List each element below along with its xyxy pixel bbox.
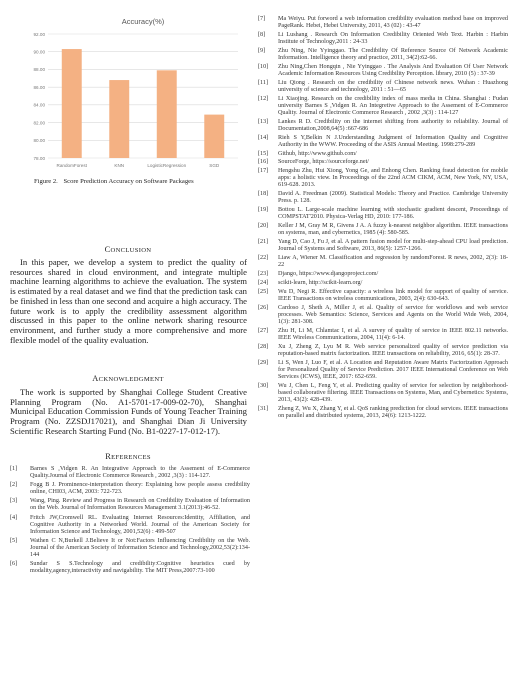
reference-item: [15] Github, http://www.github.com/ bbox=[258, 150, 357, 157]
y-tick-label: 82.00 bbox=[33, 120, 45, 126]
acknowledgment-heading: ACKNOWLEDGMENT bbox=[92, 374, 164, 383]
reference-item: [3] Wang, Ping. Review and Progress in Research on Credibility Evaluation of Information on the Web. Journal of Information Resources Management 3.1(2013):46-52. bbox=[10, 498, 250, 512]
bar bbox=[204, 115, 224, 158]
references-list-left bbox=[10, 466, 250, 577]
acknowledgment-paragraph: The work is supported by Shanghai College Student Creative Planning Program (No. A1-5701-17-009-02-70), Shanghai Municipal Education Commission Funds of Young Teacher Training Program (No. ZZSDJ17021), and Shanghai Dian Ji University Scientific Research Starting Fund (No. B1-0227-17-012-17). bbox=[10, 387, 247, 436]
reference-item: [2] Fogg B J. Prominence-interpretation theory: Explaining how people assess credibility online, CHI03, ACM, 2003: 722-723. bbox=[10, 482, 250, 496]
reference-item: [23] Django, https://www.djangoproject.com/ bbox=[258, 271, 379, 277]
reference-item: [20] Keller J M, Gray M R, Givens J A. A fuzzy k-nearest neighbor algorithm. IEEE transactions on systems, man, and cybernetics, 1985 (4): 580-585. bbox=[258, 223, 508, 237]
reference-item: [14] Rieh S Y,Belkin N J.Understanding Judgment of Information Quality and Cognitive Authority in the WWW. Proceeding of the ASIS Annual Meeting. 1998:279-289 bbox=[258, 134, 508, 148]
x-tick-label: LogisticRegression bbox=[147, 163, 187, 168]
reference-item: [31] Zheng Z, Wu X, Zhang Y, et al. QoS ranking prediction for cloud services. IEEE transactions on parallel and distributed systems, 2013, 24(6): 1213-1222. bbox=[258, 405, 508, 419]
y-tick-label: 90.00 bbox=[33, 49, 45, 55]
reference-item: [4] Fritch JW,Cromwell RL. Evaluating Internet Resources:Identity, Affiliation, and Cognitive Authority in a Networked World. Journal of the American Society for Information Science and Technology, 2001,52(6) : 499-507 bbox=[10, 514, 250, 535]
figure-caption-text: Score Prediction Accuracy on Software Packages bbox=[63, 178, 194, 185]
accuracy-bar-chart bbox=[20, 12, 245, 182]
accuracy-figure bbox=[20, 12, 245, 197]
right-column bbox=[258, 16, 508, 422]
reference-item: [9] Zhu Ning, Nie Yyinggao. The Credibility Of Reference Source Of Network Academic Information. Intelligence theory and practice, 2011, 34(2):62-66. bbox=[258, 47, 508, 61]
reference-item: [26] Cardoso J, Sheth A, Miller J, et al. Quality of service for workflows and web service processes. Web Semantics: Science, Services and Agents on the World Wide Web, 2004, 1(3): 281-308. bbox=[258, 304, 508, 325]
y-tick-label: 80.00 bbox=[33, 138, 45, 144]
reference-item: [6] Sundar S S.Technology and credibility:Cognitive heuristics cued by modality,agency,interactivity and navigability. The MIT Press,2007:73-100 bbox=[10, 561, 250, 575]
reference-item: [24] scikit-learn, http://scikit-learn.org/ bbox=[258, 279, 363, 286]
chart-title: Accuracy(%) bbox=[121, 17, 165, 26]
reference-item: [12] Li Xiaojing. Research on the credibility index of mass media in China. Shanghai : Fudan university Barnes S ,Vidgen R. An Integretive Approach to the Assement of E-Commerce Quality. Journal of Electronic Commerce Research , 2002 ,3(3) : 114-127 bbox=[258, 95, 508, 116]
bar bbox=[62, 49, 82, 158]
y-tick-label: 78.00 bbox=[33, 155, 45, 161]
x-tick-label: KNN bbox=[114, 163, 125, 168]
reference-item: [1] Barnes S ,Vidgen R. An Integrative Approach to the Assement of E-Commerce Quality.Journal of Electronic Commerce Research , 2002 ,3(3) : 114-127. bbox=[10, 466, 250, 480]
reference-item: [10] Zhu Ning,Chen Hongqin , Nie Yyinggao . The Analysis And Evaluation Of User Network Academic Information Resources Using Credibility Perception. library, 2010 (5) : 37-39 bbox=[258, 63, 508, 77]
y-tick-label: 86.00 bbox=[33, 84, 45, 90]
reference-item: [29] Li S, Wen J, Luo F, et al. A Location and Reputation Aware Matrix Factorization Approach for Personalized Quality of Service Prediction. 2017 IEEE International Conference on Web Services (ICWS), IEEE, 2017: 652-659. bbox=[258, 359, 508, 380]
conclusion-paragraph: In this paper, we develop a system to predict the quality of resources shared in cloud environment, and integrate multiple machine learning algorithms to achieve the evaluation. The system is estimated by a real dataset and we find that the prediction task can be finished in less than one second and acquire a high accuracy. The future work is to apply the credibility assessment algorithm discussed in this paper to the online network sharing resource environment, and further study a more comprehensive and more flexible model of the quality evaluation. bbox=[10, 257, 247, 345]
y-tick-label: 88.00 bbox=[33, 67, 45, 73]
bar bbox=[157, 70, 177, 158]
reference-item: [27] Zhu H, Li M, Chlamtac I, et al. A survey of quality of service in IEEE 802.11 networks. IEEE Wireless Communications, 2004, 11(4): 6-14. bbox=[258, 327, 508, 341]
y-tick-label: 84.00 bbox=[33, 102, 45, 108]
reference-item: [8] Li Lushang . Research On Information Credibility Oriented Web Text. Harbin : Harbin Institute of Technology,2011 : 24-33 bbox=[258, 31, 508, 46]
reference-item: [30] Wu J, Chen L, Feng Y, et al. Predicting quality of service for selection by neighborhood-based collaborative filtering. IEEE Transactions on Systems, Man, and Cybernetics: Systems, 2013, 43(2): 428-439. bbox=[258, 382, 508, 403]
bar bbox=[109, 80, 129, 158]
reference-item: [25] Wu D, Negi R. Effective capacity: a wireless link model for support of quality of service. IEEE Transactions on wireless communications, 2003, 2(4): 630-643. bbox=[258, 288, 508, 302]
x-tick-label: SGD bbox=[209, 163, 220, 168]
reference-item: [28] Xu J, Zheng Z, Lyu M R. Web service personalized quality of service prediction via reputation-based matrix factorization. IEEE transactions on reliability, 2016, 65(1): 28-37. bbox=[258, 343, 508, 357]
reference-item: [5] Wathen C N,Burkell J.Believe It or Not:Factors Influencing Credibility on the Web. Journal of the American Society of Information Science and Technology,2002,53(2):134-144 bbox=[10, 537, 250, 559]
reference-item: [13] Lankes R D. Credibility on the internet shifting from authority to reliability. Journal of Documentation,2008,64(5) :667-686 bbox=[258, 118, 508, 132]
reference-item: [7] Ma Weiyu. Put forword a web information credibility evaluation method base on improved PageRank. Hebei, Hebei University, 2011, 43 (02) : 43-47 bbox=[258, 16, 508, 30]
reference-item: [16] SourceForge, https://sourceforge.net/ bbox=[258, 159, 370, 166]
x-tick-label: RandomForest bbox=[56, 163, 87, 168]
reference-item: [22] Liaw A, Wiener M. Classification and regression by randomForest. R news, 2002, 2(3): 18-22 bbox=[258, 255, 508, 269]
reference-item: [11] Liu Qiong . Research on the credibility of Chinese network news. Wuhan : Huazhong university of science and technology, 2011 : 51—65 bbox=[258, 79, 508, 93]
reference-item: [18] David A. Freedman (2009). Statistical Models: Theory and Practice. Cambridge University Press. p. 128. bbox=[258, 191, 508, 205]
reference-item: [19] Bottou L. Large-scale machine learning with stochastic gradient descent, Proceedings of COMPSTAT'2010. Physica-Verlag HD, 2010: 177-186. bbox=[258, 207, 508, 221]
figure-caption-label: Figure 2. bbox=[34, 178, 58, 185]
references-heading: REFERENCES bbox=[105, 452, 151, 461]
figure-caption bbox=[34, 178, 249, 185]
reference-item: [17] Hengshu Zhu, Hui Xiong, Yong Ge, and Enhong Chen. Ranking fraud detection for mobile apps: a holistic view. In Proceedings of the 22nd ACM CIKM, ACM, New York, NY, USA, 619-628. 2013. bbox=[258, 168, 508, 189]
y-tick-label: 92.00 bbox=[33, 31, 45, 37]
conclusion-heading: CONCLUSION bbox=[104, 245, 152, 254]
reference-item: [21] Yang D, Cao J, Fu J, et al. A pattern fusion model for multi-step-ahead CPU load prediction. Journal of Systems and Software, 2013, 86(5): 1257-1266. bbox=[258, 239, 508, 253]
